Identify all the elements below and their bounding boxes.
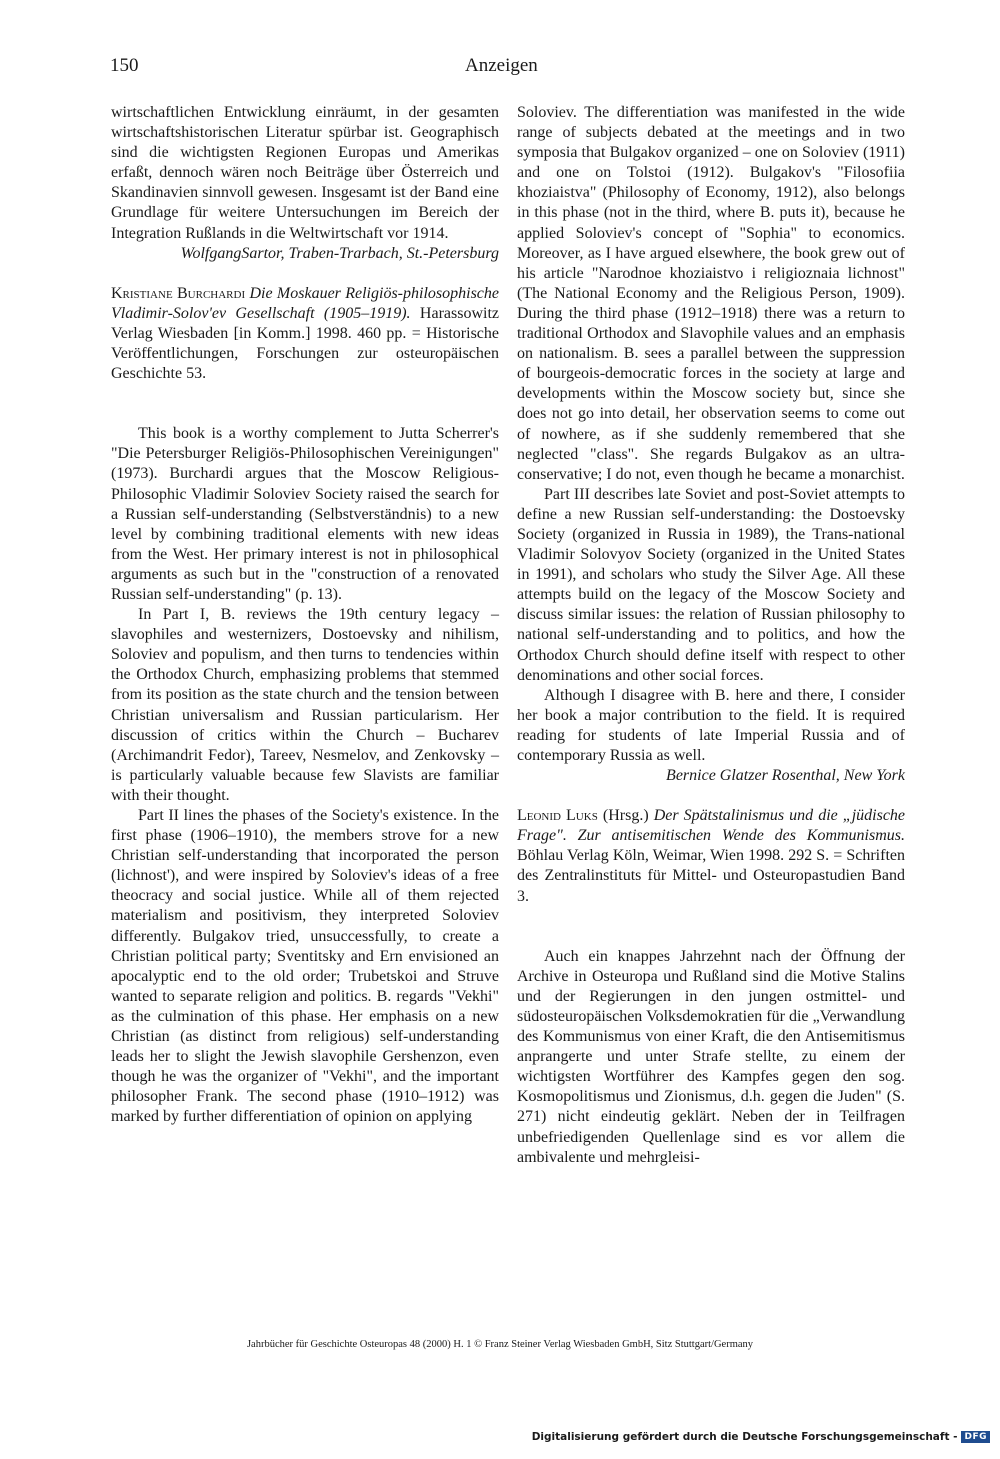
book-entry-header xyxy=(517,806,905,906)
review-signature: Bernice Glatzer Rosenthal, New York xyxy=(666,767,905,785)
review-paragraph: Auch ein knappes Jahrzehnt nach der Öffnung der Archive in Osteuropa und Rußland sind die Motive Stalins und der Regierungen in den jungen ostmittel- und südosteuropäischen Volksdemokratien für die „Verwandlung des Kommunismus von einer Kraft, die den Antisemitismus anprangerte und unter Strafe stellte, zu einem der wichtigsten Wortführer des Kampfes gegen den sog. Kosmopolitismus und Zionismus, d.h. gegen die Juden" (S. 271) nicht eindeutig geklärt. Neben der in Teilfragen unbefriedigenden Quellenlage sind es vor allem die ambivalente und mehrgleisi- xyxy=(517,947,905,1166)
page-number: 150 xyxy=(110,55,139,76)
previous-review-tail: wirtschaftlichen Entwicklung einräumt, in der gesamten wirtschaftshistorischen Literatur spürbar ist. Geographisch sind die wichtigsten Regionen Europas und Amerikas erfaßt, dennoch wären noch Beiträge über Österreich und Skandinavien sinnvoll gewesen. Insgesamt ist der Band eine Grundlage für weitere Untersuchungen im Bereich der Integration Rußlands in die Weltwirtschaft vor 1914. xyxy=(111,104,499,242)
book-entry-header xyxy=(111,284,499,384)
previous-review-signature: WolfgangSartor, Traben-Trarbach, St.-Petersburg xyxy=(180,244,499,262)
running-head: Anzeigen xyxy=(465,55,538,76)
dfg-credit xyxy=(532,1431,990,1443)
entry-title: Die Moskauer Religiös-philosophische Vladimir-Solov'ev Gesellschaft (1905–1919). xyxy=(111,284,499,322)
dfg-credit-text: Digitalisierung gefördert durch die Deutsche Forschungsgemeinschaft - xyxy=(531,1431,958,1443)
entry-editor-mark: (Hrsg.) xyxy=(602,807,649,825)
entry-title: Der Spätstalinismus und die „jüdische Frage". Zur antisemitischen Wende des Kommunismus. xyxy=(517,807,906,845)
review-paragraph: Part III describes late Soviet and post-Soviet attempts to define a new Russian self-understanding: the Dostoevsky Society (organized in Russia in 1989), the Trans-national Vladimir Solovyov Society (organized in the United States in 1991), and scholars who study the Silver Age. All these attempts build on the legacy of the Moscow Society and discuss similar issues: the relation of Russian philosophy to national self-understanding and to politics, and how the Orthodox Church should define itself with respect to other denominations and other social forces. xyxy=(517,485,905,684)
review-paragraph: Soloviev. The differentiation was manifested in the wide range of subjects debated at the meetings and in two symposia that Bulgakov organized – one on Soloviev (1911) and one on Tolstoi (1912). Bulgakov's "Filosofiia khoziaistva" (Philosophy of Economy, 1912), also belongs in this phase (not in the third, where B. puts it), because he applied Soloviev's concept of "Sophia" to economics. Moreover, as I have argued elsewhere, the book grew out of his article "Narodnoe khoziaistvo i religioznaia lichnost" (The National Economy and the Religious Person, 1909). During the third phase (1912–1918) there was a return to traditional Orthodox and Slavophile values and an emphasis on nationalism. B. sees a parallel between the suppression of bourgeois-democratic forces in the society at large and developments within the Moscow society but, since she does not go into detail, her observation seems to come out of nowhere, as if she suddenly remembered that she neglected "class". She regards Bulgakov as an ultra-conservative; I do not, even though he became a monarchist. xyxy=(517,104,905,483)
review-paragraph: Although I disagree with B. here and there, I consider her book a major contribution to the field. It is required reading for students of late Imperial Russia and of contemporary Russia as well. xyxy=(517,686,905,764)
review-paragraph: Part II lines the phases of the Society's existence. In the first phase (1906–1910), the members strove for a new Christian self-understanding that incorporated the person (lichnost'), and were inspired by Soloviev's ideas of a free theocracy and social justice. While all of them rejected materialism and positivism, they interpreted Soloviev differently. Bulgakov tried, unsuccessfully, to create a Christian political party; Sventitsky and Ern envisioned an apocalyptic end to the old order; Trubetskoi and Struve wanted to separate religion and politics. B. regards "Vekhi" as the culmination of this phase. Her emphasis on a new Christian (as distinct from religious) self-understanding leads her to slight the Jewish slavophile Gershenzon, even though he was the organizer of "Vekhi", and the important philosopher Frank. The second phase (1910–1912) was marked by further differentiation of opinion on applying xyxy=(111,807,499,1126)
entry-publisher: Harassowitz Verlag Wiesbaden [in Komm.] 1998. 460 pp. = Historische Veröffentlichungen, Forschungen zur osteuropäischen Geschichte 53. xyxy=(111,304,499,383)
review-paragraph: This book is a worthy complement to Jutta Scherrer's "Die Petersburger Religiös-Philosophischen Vereinigungen" (1973). Burchardi argues that the Moscow Religious-Philosophic Vladimir Soloviev Society raised the search for a Russian self-understanding (Selbstverständnis) to a new level by combining traditional elements with new ideas from the West. Her primary interest is not in philosophical arguments as such but in the "construction of a renovated Russian self-understanding" (p. 13). xyxy=(111,425,499,603)
entry-author: Leonid Luks xyxy=(517,807,598,825)
journal-footer: Jahrbücher für Geschichte Osteuropas 48 (2000) H. 1 © Franz Steiner Verlag Wiesbaden GmbH, Sitz Stuttgart/Germany xyxy=(246,1339,754,1350)
review-paragraph: In Part I, B. reviews the 19th century legacy – slavophiles and westernizers, Dostoevsky and nihilism, Soloviev and populism, and then turns to tendencies within the Orthodox Church, emphasizing problems that stemmed from its position as the state church and the tension between Christian universalism and Russian particularism. Her discussion of critics within the Church – Bucharev (Archimandrit Fedor), Tareev, Nesmelov, and Zenkovsky –is particularly valuable because few Slavists are familiar with their thought. xyxy=(111,606,499,804)
entry-publisher: Böhlau Verlag Köln, Weimar, Wien 1998. 292 S. = Schriften des Zentralinstituts für Mittel- und Osteuropastudien Band 3. xyxy=(517,847,905,905)
left-column xyxy=(111,103,499,1128)
dfg-logo-icon: DFG xyxy=(961,1431,990,1443)
right-column xyxy=(517,103,905,1168)
entry-author: Kristiane Burchardi xyxy=(111,284,246,302)
